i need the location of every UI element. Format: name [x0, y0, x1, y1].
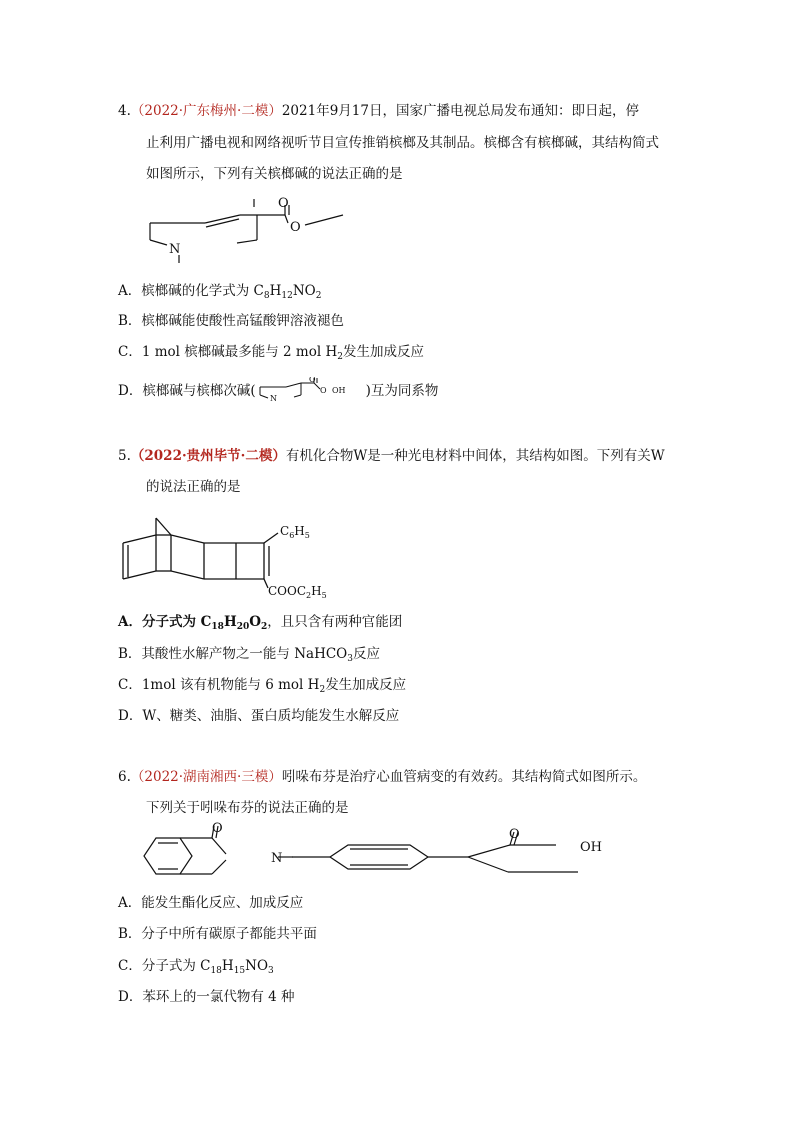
- question-5-option-a: A．分子式为 $C_{18}H_{20}O_2$，且只含有两种官能团: [118, 614, 403, 632]
- question-4-option-d: D．槟榔碱与槟榔次碱( O O OH N )互为同系物: [118, 377, 439, 403]
- question-6-option-d: D．苯环上的一氯代物有 4 种: [118, 989, 295, 1005]
- svg-text:O: O: [319, 386, 327, 395]
- nitrogen-atom: N: [271, 851, 283, 866]
- svg-text:O: O: [308, 377, 316, 384]
- stem-text: 吲哚布芬是治疗心血管病变的有效药。其结构简式如图所示。: [281, 769, 647, 785]
- question-6-option-b: B．分子中所有碳原子都能共平面: [118, 926, 317, 942]
- question-source: （2022·湖南湘西·三模）: [130, 769, 282, 785]
- question-source: （2022·广东梅州·二模）: [130, 103, 282, 119]
- oxygen-atom: O: [212, 821, 223, 836]
- svg-text:N: N: [269, 394, 277, 403]
- question-6-stem-line-1: [118, 767, 646, 787]
- svg-text:COOC2H5: $COOC_2H_5$: [268, 584, 327, 600]
- oxygen-atom: O: [290, 220, 301, 235]
- question-5-option-c: C．1mol 该有机物能与 6 mol $H_2$发生加成反应: [118, 677, 407, 695]
- question-number: 5.: [118, 448, 131, 464]
- question-4-option-c: C．1 mol 槟榔碱最多能与 2 mol $H_2$发生加成反应: [118, 344, 424, 362]
- question-number: 4.: [118, 103, 131, 119]
- question-number: 6.: [118, 769, 131, 785]
- question-6-option-c: C．分子式为 $C_{18}H_{15}NO_3$: [118, 958, 274, 976]
- question-5-option-d: D．W、糖类、油脂、蛋白质均能发生水解反应: [118, 708, 400, 724]
- question-5-stem-line-2: 的说法正确的是: [146, 479, 241, 495]
- question-4-stem-line-1: [118, 101, 639, 121]
- svg-text:C6H5: $C_6H_5$: [280, 524, 310, 540]
- oxygen-atom: O: [509, 827, 520, 842]
- arecoline-structure: [145, 195, 360, 267]
- hydroxyl-group: OH: [580, 840, 602, 855]
- question-5-stem-line-1: [118, 446, 665, 466]
- compound-w-structure: [118, 503, 368, 603]
- question-4-stem-line-2: 止利用广播电视和网络视听节目宣传推销槟榔及其制品。槟榔含有槟榔碱，其结构简式: [146, 135, 659, 151]
- arecaidine-structure: [256, 377, 366, 403]
- question-4-option-a: A．槟榔碱的化学式为 $C_8H_{12}NO_2$: [118, 283, 322, 301]
- question-4-option-b: B．槟榔碱能使酸性高锰酸钾溶液褪色: [118, 313, 344, 329]
- stem-text: 有机化合物W是一种光电材料中间体，其结构如图。下列有关W: [285, 448, 665, 464]
- question-5-option-b: B．其酸性水解产物之一能与 NaHCO$_3$反应: [118, 646, 380, 664]
- indobufen-structure: [128, 820, 638, 886]
- question-6-option-a: A．能发生酯化反应、加成反应: [118, 895, 304, 911]
- svg-text:OH: OH: [331, 386, 346, 395]
- oxygen-atom: O: [278, 196, 289, 211]
- stem-text: 2021年9月17日，国家广播电视总局发布通知：即日起，停: [281, 103, 639, 119]
- question-source: （2022·贵州毕节·二模）: [130, 448, 286, 464]
- nitrogen-atom: N: [169, 242, 181, 257]
- question-6-stem-line-2: 下列关于吲哚布芬的说法正确的是: [146, 800, 349, 816]
- question-4-stem-line-3: 如图所示，下列有关槟榔碱的说法正确的是: [146, 166, 403, 182]
